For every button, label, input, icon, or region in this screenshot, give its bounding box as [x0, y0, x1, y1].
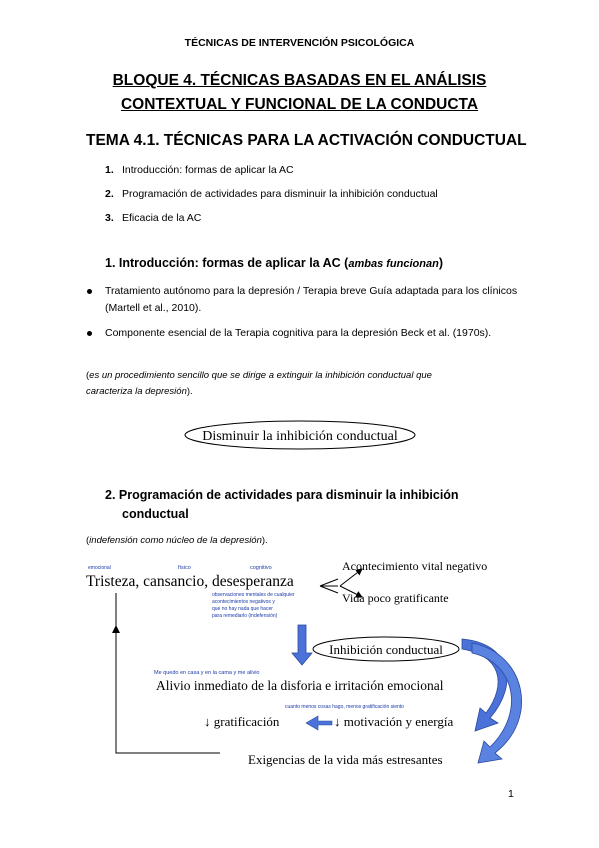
block-title-line2: CONTEXTUAL Y FUNCIONAL DE LA CONDUCTA — [120, 96, 479, 113]
list-item — [105, 283, 525, 317]
section1-heading — [105, 256, 443, 270]
blue-note-line: acontecimientos negativos y — [212, 599, 275, 605]
alivio-label: Alivio inmediato de la disforia e irritación emocional — [156, 678, 444, 693]
section1-heading-text: 1. Introducción: formas de aplicar la AC ( — [105, 256, 349, 270]
loop-arrowhead-up — [112, 625, 120, 633]
main-symptoms: Tristeza, cansancio, desesperanza — [86, 573, 294, 590]
section2-note-text: indefensión como núcleo de la depresión — [89, 535, 262, 546]
motivacion-label: ↓ motivación y energía — [334, 714, 454, 729]
page-number: 1 — [508, 788, 514, 800]
note-text-line1: es un procedimiento sencillo que se dirige a extinguir la inhibición conductual que — [89, 370, 432, 381]
arrow-left-head-top — [320, 579, 338, 586]
block-title-line1: BLOQUE 4. TÉCNICAS BASADAS EN EL ANÁLISIS — [112, 72, 487, 89]
section1-heading-emphasis: ambas funcionan — [348, 258, 439, 270]
gratificacion-label: ↓ gratificación — [204, 714, 280, 729]
fisico-label: físico — [178, 565, 191, 571]
toc-item — [105, 212, 201, 224]
section1-heading-end: ) — [438, 256, 443, 270]
inhibicion-label: Inhibición conductual — [329, 642, 443, 657]
toc-item — [105, 188, 438, 200]
toc-number: 3. — [105, 212, 114, 224]
bullet-icon — [87, 331, 92, 336]
depression-cycle-diagram — [80, 553, 530, 778]
bullet-icon — [87, 289, 92, 294]
cuanto-note: cuanto menos cosas hago, menos gratificación siento — [285, 704, 404, 710]
list-item — [105, 325, 525, 342]
toc-label: Introducción: formas de aplicar la AC — [122, 164, 294, 176]
blue-arrow-down — [292, 625, 312, 665]
toc-number: 2. — [105, 188, 114, 200]
toc-label: Eficacia de la AC — [122, 212, 202, 224]
cognitivo-label: cognitivo — [250, 565, 272, 571]
bullet-text: Tratamiento autónomo para la depresión / Terapia breve Guía adaptada para los clínicos (Martell et al., 2010). — [105, 285, 518, 314]
section2-heading-line1: 2. Programación de actividades para disminuir la inhibición — [105, 488, 459, 502]
section2-heading-line2: conductual — [122, 507, 189, 521]
oval-label: Disminuir la inhibición conductual — [202, 429, 398, 444]
toc-number: 1. — [105, 164, 114, 176]
tema-title: TEMA 4.1. TÉCNICAS PARA LA ACTIVACIÓN CONDUCTUAL — [86, 132, 527, 149]
bullet-text: Componente esencial de la Terapia cognitiva para la depresión Beck et al. (1970s). — [105, 327, 492, 339]
blue-arrow-left — [306, 716, 332, 730]
emocional-label: emocional — [88, 565, 111, 571]
toc-label: Programación de actividades para disminuir la inhibición conductual — [122, 188, 438, 200]
oval-diagram — [182, 418, 418, 452]
exigencias-label: Exigencias de la vida más estresantes — [248, 752, 443, 767]
blue-note-line: observaciones mentales de cualquier — [212, 592, 295, 598]
toc-item — [105, 164, 294, 176]
branch1-label: Acontecimiento vital negativo — [342, 559, 488, 573]
branch2-label: Vida poco gratificante — [342, 591, 449, 605]
note-text-line2: caracteriza la depresión — [86, 386, 187, 397]
arrow-left-head-bottom — [320, 586, 338, 593]
blue-note-line: para remediarlo (indefensión) — [212, 613, 278, 619]
section2-note: (indefensión como núcleo de la depresión). — [86, 535, 268, 546]
running-header: TÉCNICAS DE INTERVENCIÓN PSICOLÓGICA — [184, 37, 415, 49]
blue-note-line: que no hay nada que hacer — [212, 606, 273, 612]
section1-note: (es un procedimiento sencillo que se dirige a extinguir la inhibición conductual que caracteriza la depresión). — [86, 370, 432, 397]
alivio-note: Me quedo en casa y en la cama y me alivio — [154, 670, 260, 676]
